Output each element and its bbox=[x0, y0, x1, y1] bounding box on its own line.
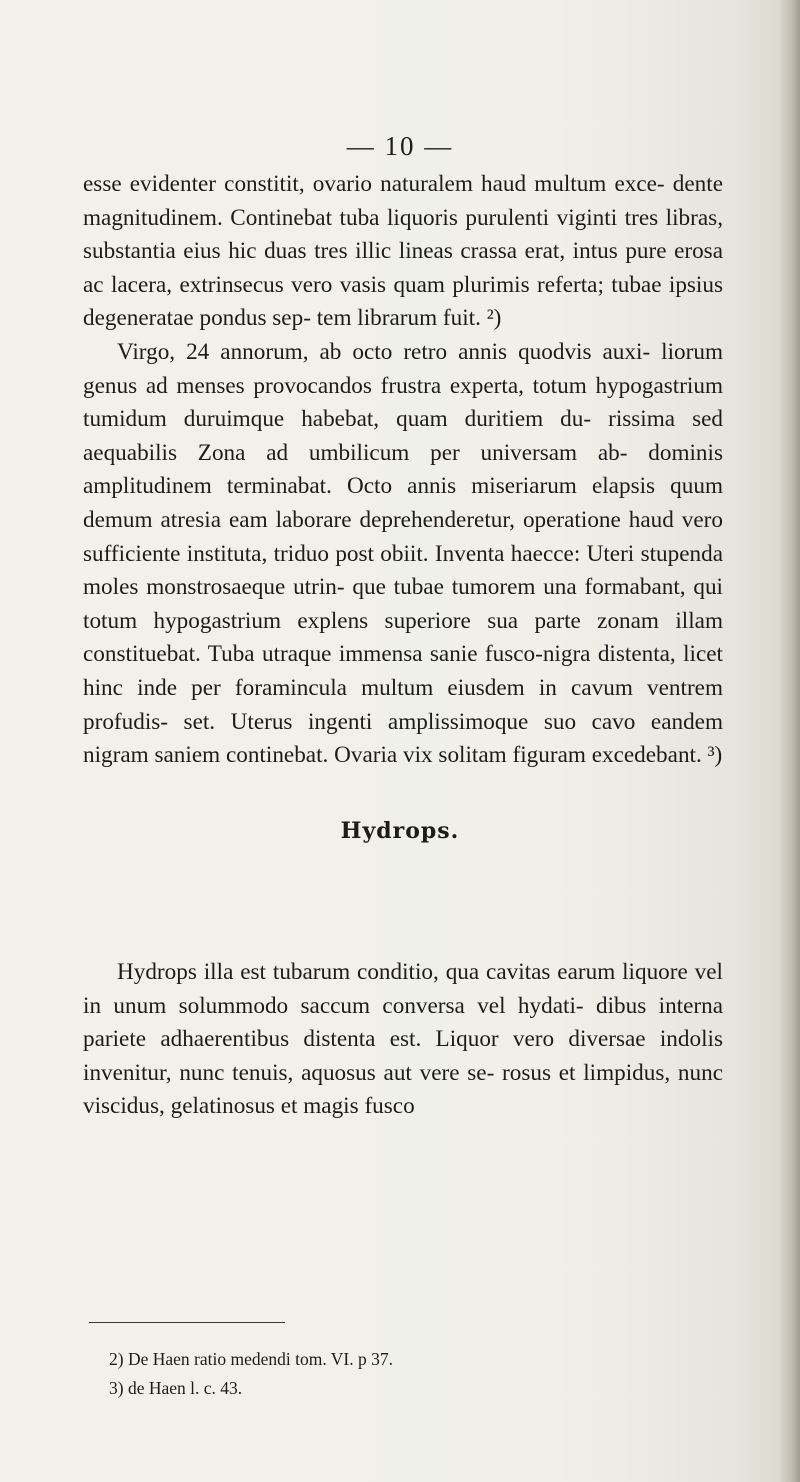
page-edge-shadow bbox=[778, 0, 800, 1482]
paragraph-hydrops: Hydrops illa est tubarum conditio, qua cavitas earum liquore vel in unum solummodo saccum conversa vel hydati- dibus interna pariete adhaerentibus distenta est. Liquor vero diversae indolis invenitur, nunc tenuis, aquosus aut vere se- rosus et limpidus, nunc viscidus, gelatinosus et magis fusco bbox=[83, 959, 723, 1120]
footnotes bbox=[109, 1345, 393, 1403]
footnote-2: 2) De Haen ratio medendi tom. VI. p 37. bbox=[109, 1349, 393, 1369]
section-heading-hydrops: Hydrops. bbox=[340, 818, 460, 844]
text-block-lower bbox=[83, 956, 723, 1124]
footnote-divider bbox=[89, 1322, 285, 1323]
text-block-upper bbox=[83, 168, 723, 773]
page-number-header: — 10 — bbox=[346, 131, 454, 161]
footnote-3: 3) de Haen l. c. 43. bbox=[109, 1378, 243, 1398]
paragraph-continuation: esse evidenter constitit, ovario naturalem haud multum exce- dente magnitudinem. Continebat tuba liquoris purulenti viginti tres libras, substantia eius hic duas tres illic lineas crassa erat, intus pure erosa ac lacera, extrinsecus vero vasis quam plurimis referta; tubae ipsius degeneratae pondus sep- tem librarum fuit. ²) bbox=[83, 171, 723, 332]
paragraph-virgo-case: Virgo, 24 annorum, ab octo retro annis quodvis auxi- liorum genus ad menses provocandos frustra experta, totum hypogastrium tumidum duruimque habebat, quam duritiem du- rissima sed aequabilis Zona ad umbilicum per universam ab- dominis amplitudinem terminabat. Octo annis miseriarum elapsis quum demum atresia eam laborare deprehenderetur, operatione haud vero sufficiente instituta, triduo post obiit. Inventa haecce: Uteri stupenda moles monstrosaeque utrin- que tubae tumorem una formabant, qui totum hypogastrium explens superiore sua parte zonam illam constituebat. Tuba utraque immensa sanie fusco-nigra distenta, licet hinc inde per foramincula multum eiusdem in cavum ventrem profudis- set. Uterus ingenti amplissimoque suo cavo eandem nigram saniem continebat. Ovaria vix solitam figuram excedebant. ³) bbox=[83, 338, 723, 769]
